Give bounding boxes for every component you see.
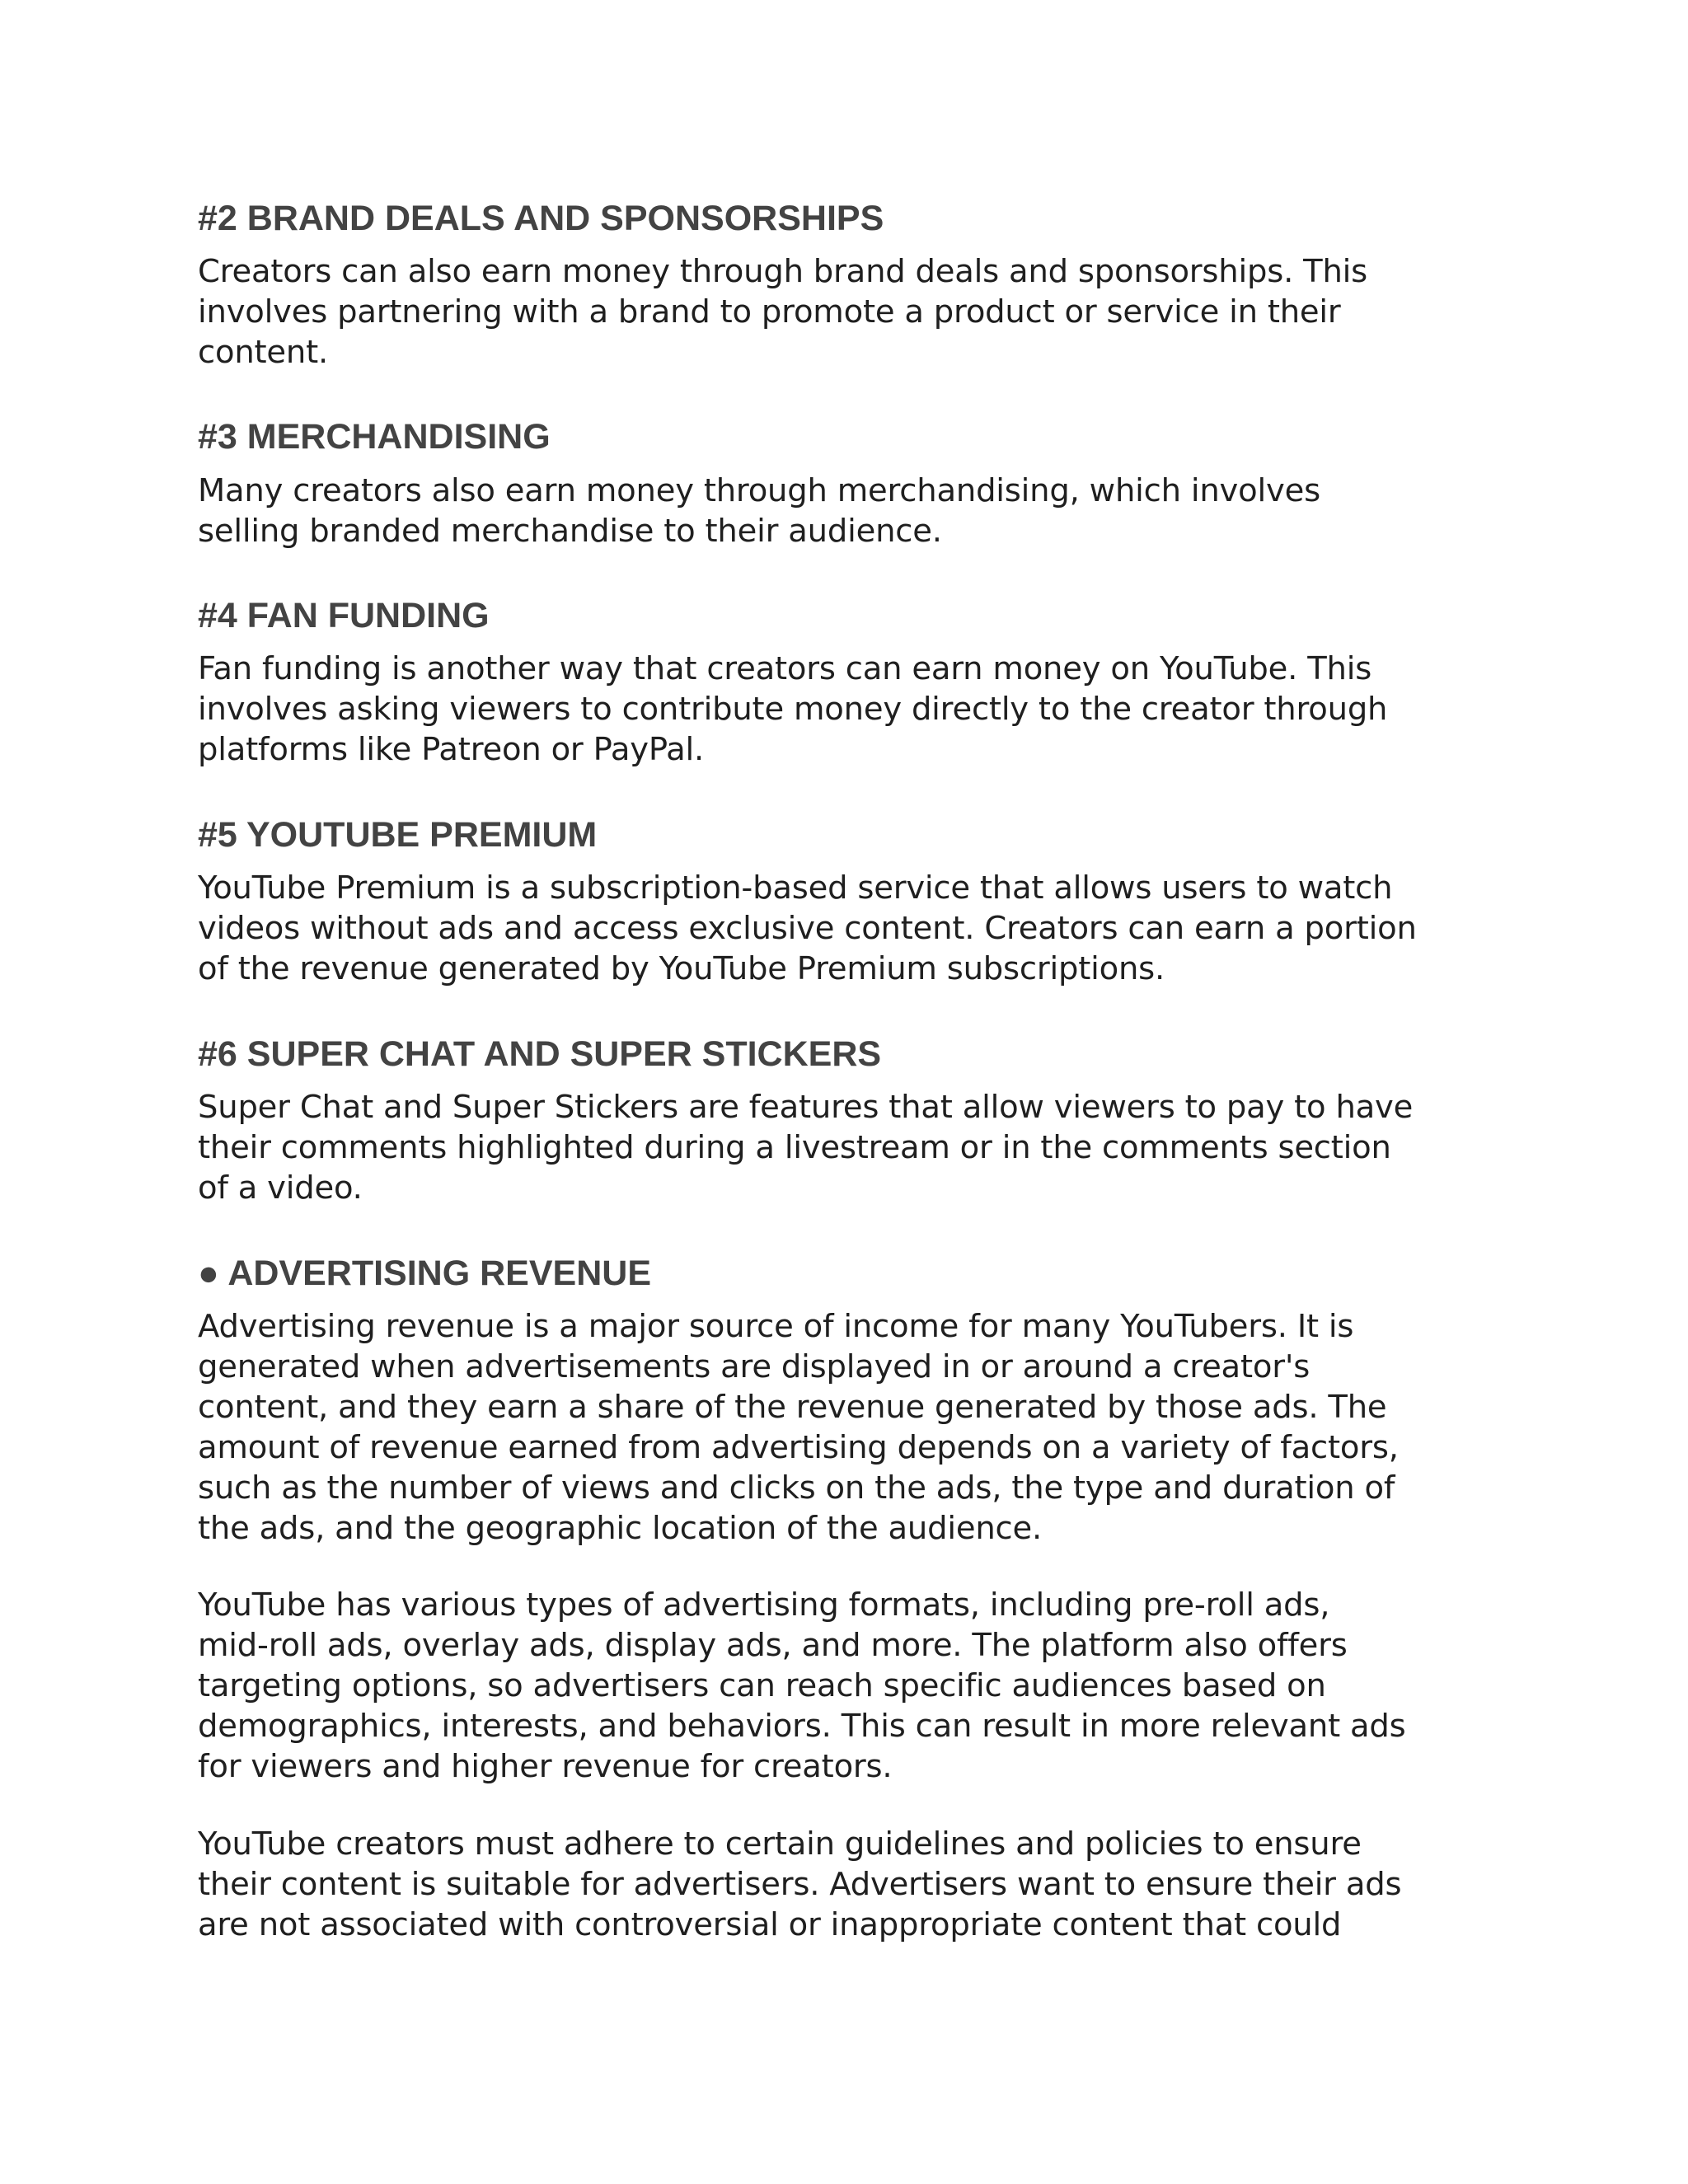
text-line: their content is suitable for advertisers. Advertisers want to ensure their ads (198, 1866, 1402, 1903)
section-heading-brand-deals: #2 BRAND DEALS AND SPONSORSHIPS (198, 199, 884, 238)
text-line: Creators can also earn money through brand deals and sponsorships. This (198, 253, 1368, 290)
paragraph-merchandising (198, 471, 1320, 551)
text-line: of a video. (198, 1169, 363, 1207)
section-heading-youtube-premium: #5 YOUTUBE PREMIUM (198, 815, 598, 855)
text-line: their comments highlighted during a livestream or in the comments section (198, 1129, 1391, 1166)
paragraph-advertising-intro (198, 1306, 1399, 1549)
section-heading-fan-funding: #4 FAN FUNDING (198, 596, 490, 635)
paragraph-fan-funding (198, 649, 1387, 770)
text-line: YouTube has various types of advertising formats, including pre-roll ads, (198, 1586, 1330, 1624)
paragraph-advertising-formats (198, 1585, 1406, 1787)
section-heading-merchandising: #3 MERCHANDISING (198, 417, 551, 457)
text-line: selling branded merchandise to their audience. (198, 513, 942, 550)
text-line: of the revenue generated by YouTube Premium subscriptions. (198, 950, 1165, 987)
text-line: mid-roll ads, overlay ads, display ads, and more. The platform also offers (198, 1627, 1348, 1664)
text-line: the ads, and the geographic location of the audience. (198, 1510, 1043, 1547)
text-line: content, and they earn a share of the revenue generated by those ads. The (198, 1389, 1387, 1426)
text-line: involves asking viewers to contribute money directly to the creator through (198, 691, 1388, 728)
text-line: YouTube Premium is a subscription-based service that allows users to watch (198, 869, 1393, 907)
text-line: YouTube creators must adhere to certain guidelines and policies to ensure (198, 1825, 1362, 1863)
text-line: platforms like Patreon or PayPal. (198, 731, 705, 768)
text-line: demographics, interests, and behaviors. This can result in more relevant ads (198, 1708, 1406, 1745)
section-heading-super-chat: #6 SUPER CHAT AND SUPER STICKERS (198, 1034, 882, 1074)
text-line: content. (198, 334, 329, 371)
text-line: videos without ads and access exclusive content. Creators can earn a portion (198, 910, 1417, 947)
section-heading-advertising-revenue: ● ADVERTISING REVENUE (198, 1254, 652, 1293)
text-line: Super Chat and Super Stickers are features that allow viewers to pay to have (198, 1089, 1414, 1126)
text-line: targeting options, so advertisers can reach specific audiences based on (198, 1667, 1326, 1704)
text-line: amount of revenue earned from advertising depends on a variety of factors, (198, 1429, 1399, 1466)
text-line: for viewers and higher revenue for creators. (198, 1748, 893, 1785)
paragraph-super-chat (198, 1087, 1413, 1208)
text-line: are not associated with controversial or inappropriate content that could (198, 1906, 1342, 1943)
paragraph-youtube-premium (198, 868, 1417, 989)
text-line: Advertising revenue is a major source of income for many YouTubers. It is (198, 1308, 1354, 1345)
text-line: Fan funding is another way that creators can earn money on YouTube. This (198, 650, 1372, 687)
paragraph-advertising-guidelines (198, 1824, 1401, 1945)
text-line: Many creators also earn money through merchandising, which involves (198, 472, 1320, 509)
text-line: generated when advertisements are displayed in or around a creator's (198, 1348, 1311, 1385)
text-line: involves partnering with a brand to promote a product or service in their (198, 293, 1341, 330)
text-line: such as the number of views and clicks on the ads, the type and duration of (198, 1469, 1395, 1507)
paragraph-brand-deals (198, 251, 1367, 373)
